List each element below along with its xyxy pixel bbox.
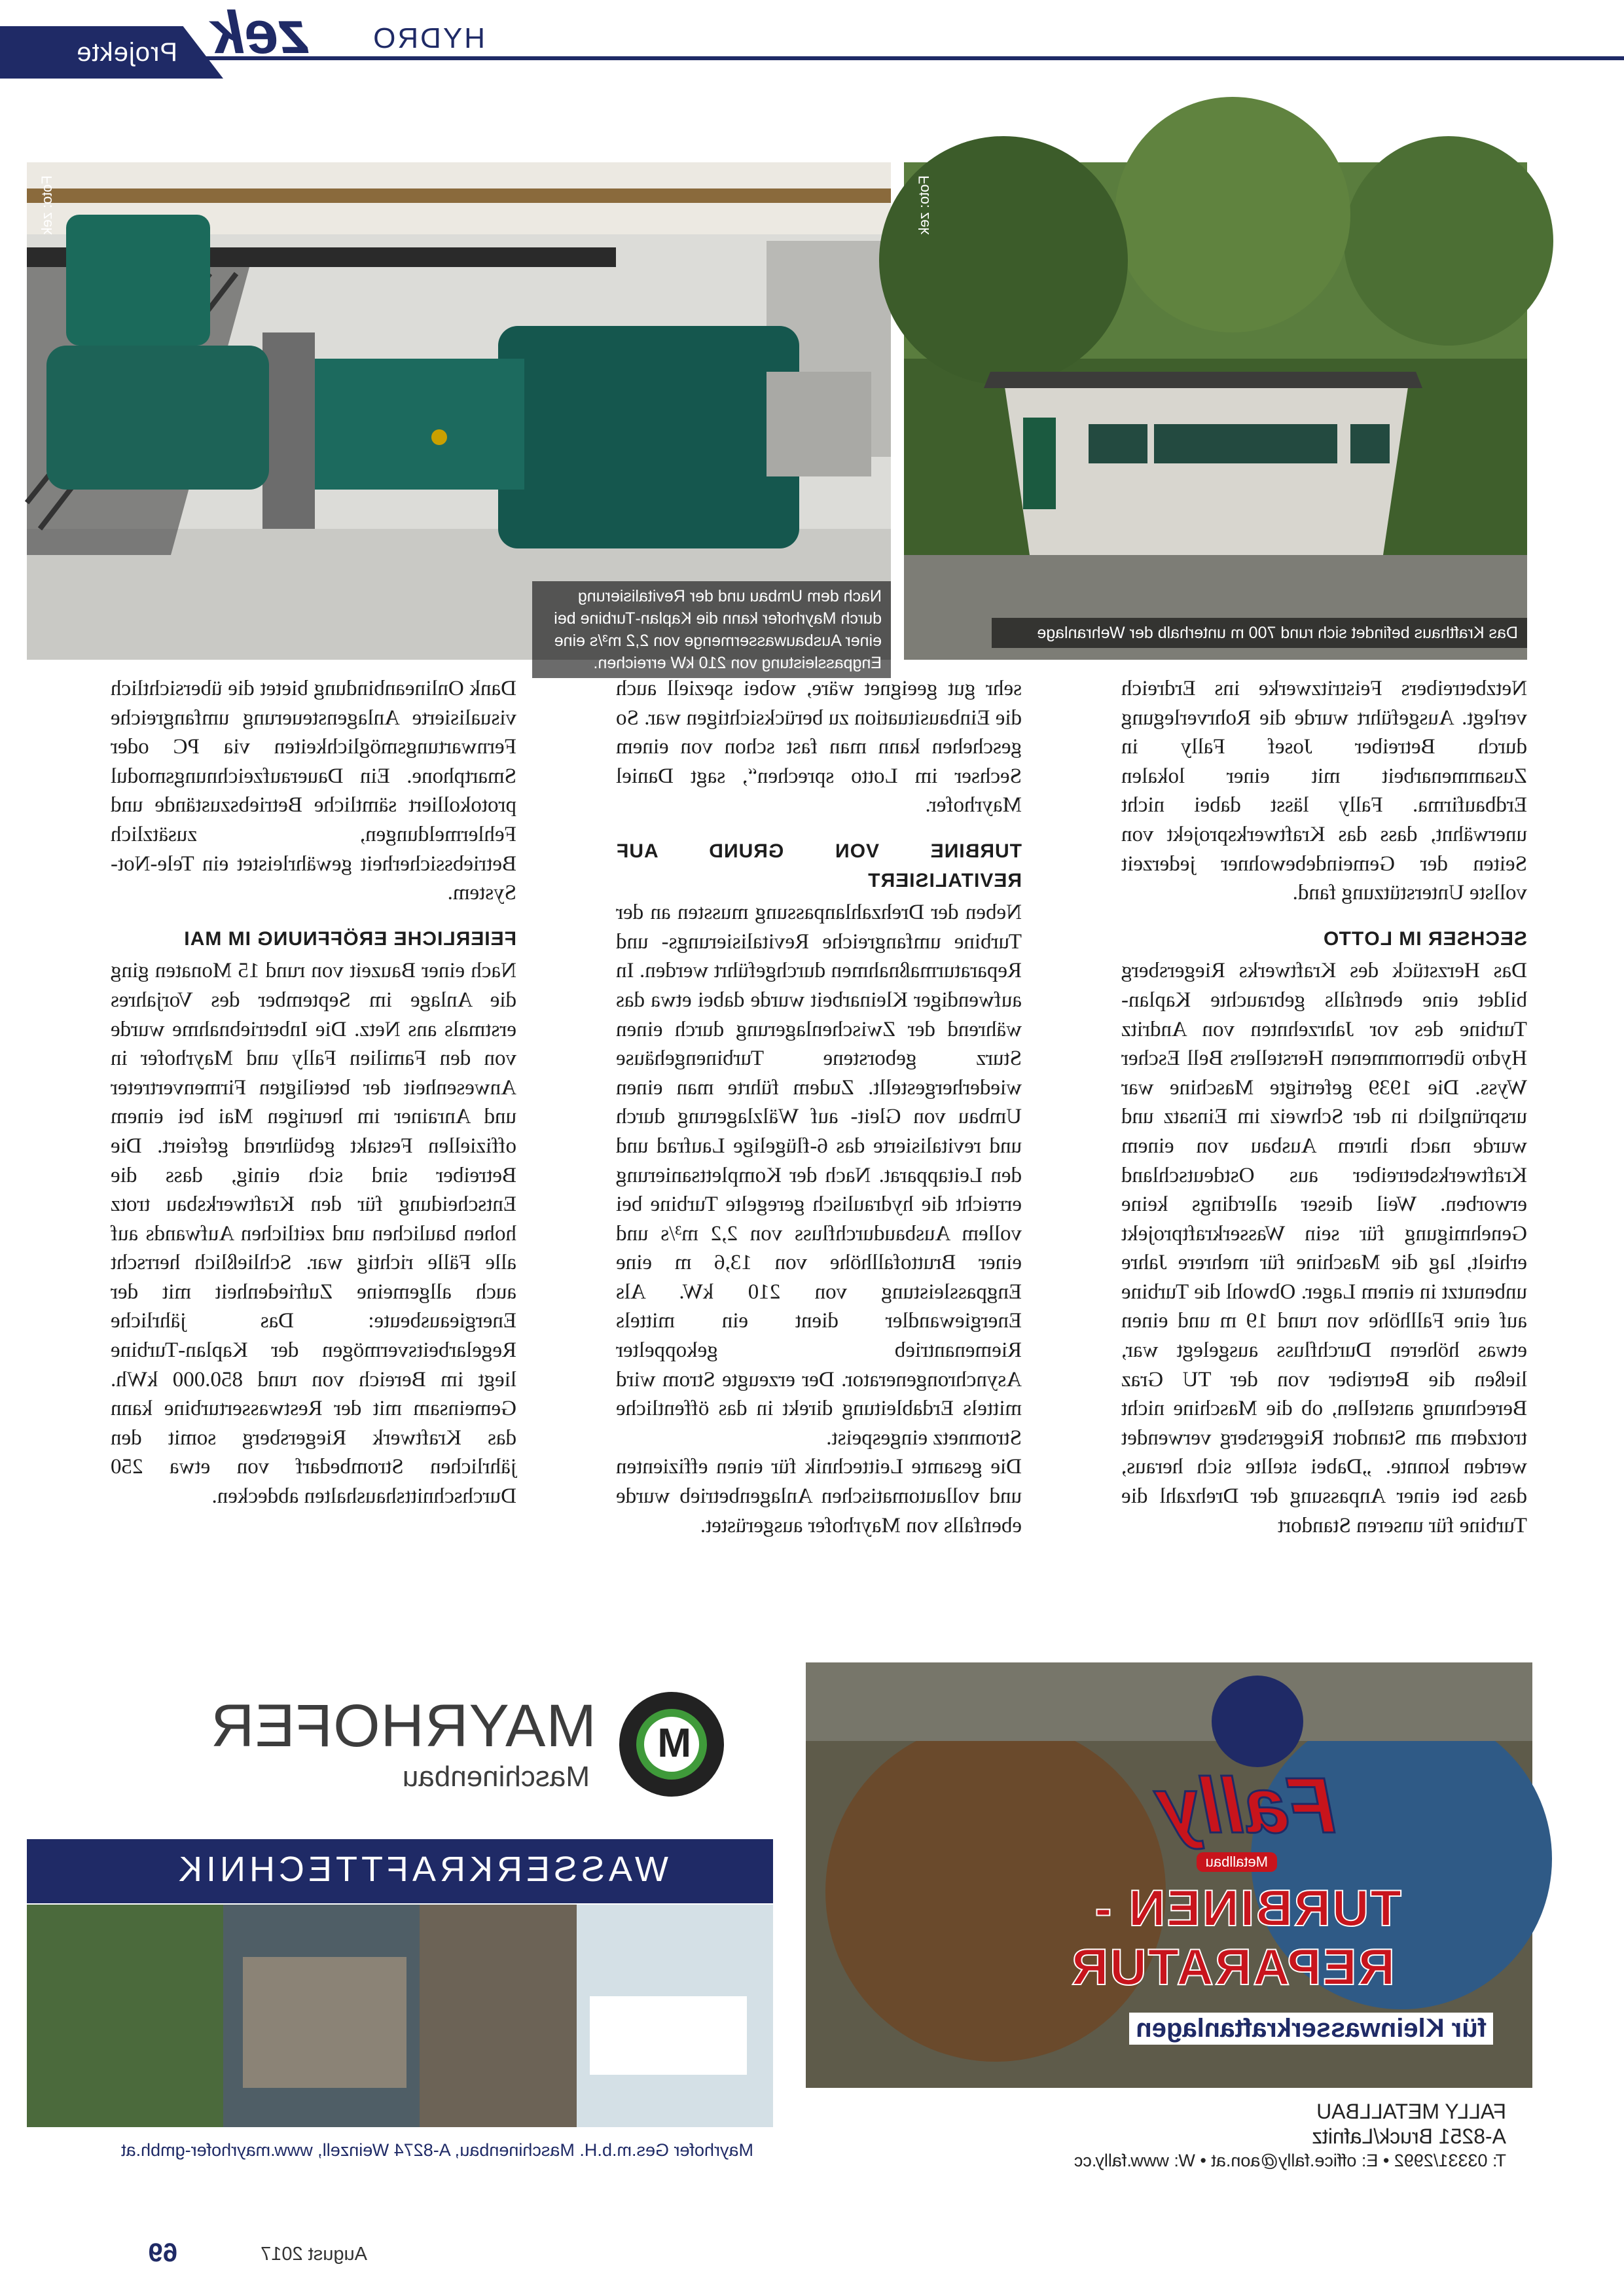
paragraph: Netzbetreibers Feistritzwerke ins Erdreich verlegt. Ausgeführt wurde die Rohrverlegung durch Betreiber Josef Fally in Zusammenarbeit mit einer lokalen Erdbaufirma. Fally lässt dabei nicht unerwähnt, dass das Kraftwerksprojekt von Seiten der Gemeindebewohner jederzeit vollste Unterstützung fand.: [1121, 677, 1527, 905]
turbine-photo-credit: Foto: zek: [39, 175, 55, 235]
mayrhofer-advertisement: [27, 1662, 773, 2173]
turbine-photo: [27, 162, 891, 672]
magazine-logo: zek: [211, 0, 308, 66]
article-column-2: [616, 674, 1022, 1540]
fally-logo: Fally: [1157, 1762, 1336, 1850]
mayrhofer-band-text: WASSERKRAFTTECHNIK: [174, 1850, 668, 1889]
mayrhofer-subtitle: Maschinenbau: [402, 1761, 590, 1793]
mayrhofer-logo-letter: M: [657, 1721, 691, 1766]
fally-badge: Metallbau: [1197, 1852, 1277, 1872]
fally-address: A-8251 Bruck/Lafnitz: [1311, 2125, 1506, 2148]
paragraph: Dank Onlineanbindung bietet die übersichtlich visualisierte Anlagensteuerung umfangreiche Fernwartungsmöglichkeiten via PC oder Smartphone. Ein Daueraufzeichnungsmodul protokolliert sämtliche Betriebszustände und Fehlermeldungen, zusätzlich Betriebssicherheit gewährleistet ein Tele-Not-System.: [111, 677, 516, 905]
magazine-logo-sub: HYDRO: [371, 22, 485, 54]
powerhouse-photo-caption: Das Krafthaus befindet sich rund 700 m unterhalb der Wehranlage: [992, 618, 1527, 648]
section-label: Projekte: [76, 38, 177, 67]
subheading: TURBINE VON GRUND AUF REVITALISIERT: [616, 840, 1022, 891]
paragraph: Neben der Drehzahlanpassung mussten an der Turbine umfangreiche Revitalisierungs- und Reparaturmaßnahmen durchgeführt werden. In aufwendiger Kleinarbeit wurde dabei etwa das während der Zwischenlagerung durch einen Sturz geborstene Turbinengehäuse wiederhergestellt. Zudem führte man einen Umbau von Gleit- auf Wälzlagerung durch und revitalisierte das 6-flügelige Laufrad und den Leitapparat. Nach der Komplettsanierung erreicht die hydraulisch geregelte Turbine bei vollem Ausbaudurchfluss von 2,2 m³/s und einer Bruttofallhöhe von 13,6 m eine Engpassleistung von 210 kW. Als Energiewandler dient ein mittels Riemenantrieb gekoppelter Asynchrongenerator. Der erzeugte Strom wird mittels Erdableitung direkt in das öffentliche Stromnetz eingespeist.: [616, 901, 1022, 1450]
article-column-3: [111, 674, 516, 1511]
fally-advertisement: [806, 1662, 1532, 2173]
subheading: SECHSER IM LOTTO: [1322, 927, 1527, 950]
paragraph: Nach einer Bauzeit von rund 15 Monaten ging die Anlage im September des Vorjahres erstmals ans Netz. Die Inbetriebnahme wurde von den Familien Fally und Mayrhofer in Anwesenheit der beteiligten Firmenvertreter und Anrainer im heurigen Mai bei einem offiziellen Festakt gebührend gefeiert. Die Betreiber sind sich einig, dass die Entscheidung für den Kraftwerksbau trotz hohen baulichen und zeitlichen Aufwands auf alle Fälle richtig war. Schließlich herrscht auch allgemeine Zufriedenheit mit der Energieausbeute: Das jährliche Regelarbeitsvermögen der Kaplan-Turbine liegt im Bereich von rund 850.000 kWh. Gemeinsam mit der Restwasserturbine kann das Kraftwerk Riegersberg somit den jährlichen Strombedarf von etwa 250 Durchschnittshaushalten abdecken.: [111, 959, 516, 1509]
mayrhofer-photo-collage: [27, 1905, 773, 2127]
article-column-1: [1121, 674, 1527, 1540]
powerhouse-photo: [904, 162, 1527, 660]
powerhouse-photo-credit: Foto: zek: [916, 175, 932, 235]
page-number: 69: [148, 2238, 177, 2267]
fally-contact: T: 03331/2992 • E: office.fally@aon.at • W: www.fally.cc: [1074, 2151, 1506, 2170]
powerhouse-photo-image: [904, 162, 1527, 660]
fally-subline: für Kleinwasserkraftanlagen: [1129, 2013, 1493, 2045]
mayrhofer-footer: Mayrhofer Ges.m.b.H. Maschinenbau, A-8274 Weinzell, www.mayrhofer-gmbh.at: [121, 2140, 753, 2160]
subheading: FEIERLICHE ERÖFFNUNG IM MAI: [183, 927, 516, 950]
fally-headline-1: TURBINEN -: [1093, 1879, 1401, 1937]
fally-headline-2: REPARATUR: [1070, 1938, 1395, 1996]
mayrhofer-name: MAYRHOFER: [210, 1693, 596, 1759]
fally-company: FALLY METALLBAU: [1316, 2100, 1506, 2123]
paragraph: sehr gut geeignet wäre, wobei speziell auch die Einbausituation zu berücksichtigen war. So geschehen kann man fast schon von einem Sechser im Lotto sprechen“, sagt Daniel Mayrhofer.: [616, 677, 1022, 817]
paragraph: Die gesamte Leittechnik für einen effizienten und vollautomatischen Anlagenbetrieb wurde ebenfalls von Mayrhofer ausgerüstet.: [616, 1455, 1022, 1537]
issue-date: August 2017: [261, 2244, 367, 2265]
turbine-photo-caption: Nach dem Umbau und der Revitalisierung durch Mayrhofer kann die Kaplan-Turbine bei einer Ausbauwassermenge von 2,2 m³/s eine Engpassleistung von 210 kW erreichen.: [532, 581, 891, 678]
paragraph: Das Herzstück des Kraftwerks Riegersberg bildet eine ebenfalls gebrauchte Kaplan-Turbine des vor Jahrzehnten von Andritz Hydro übernommenen Herstellers Bell Escher Wyss. Die 1939 gefertigte Maschine war ursprünglich in der Schweiz im Einsatz und wurde nach ihrem Ausbau von einem Kraftwerksbetreiber aus Ostdeutschland erworben. Weil dieser allerdings keine Genehmigung für sein Wasserkraftprojekt erhielt, lag die Maschine für mehrere Jahre unbenutzt in einem Lager. Obwohl die Turbine auf eine Fallhöhe von rund 19 m und einen etwas höheren Durchfluss ausgelegt war, ließen die Betreiber von der TU Graz Berechnung anstellen, ob die Maschine nicht trotzdem am Standort Riegersberg verwendet werden konnte. „Dabei stellte sich heraus, dass bei einer Anpassung der Drehzahl die Turbine für unseren Standort: [1121, 959, 1527, 1537]
